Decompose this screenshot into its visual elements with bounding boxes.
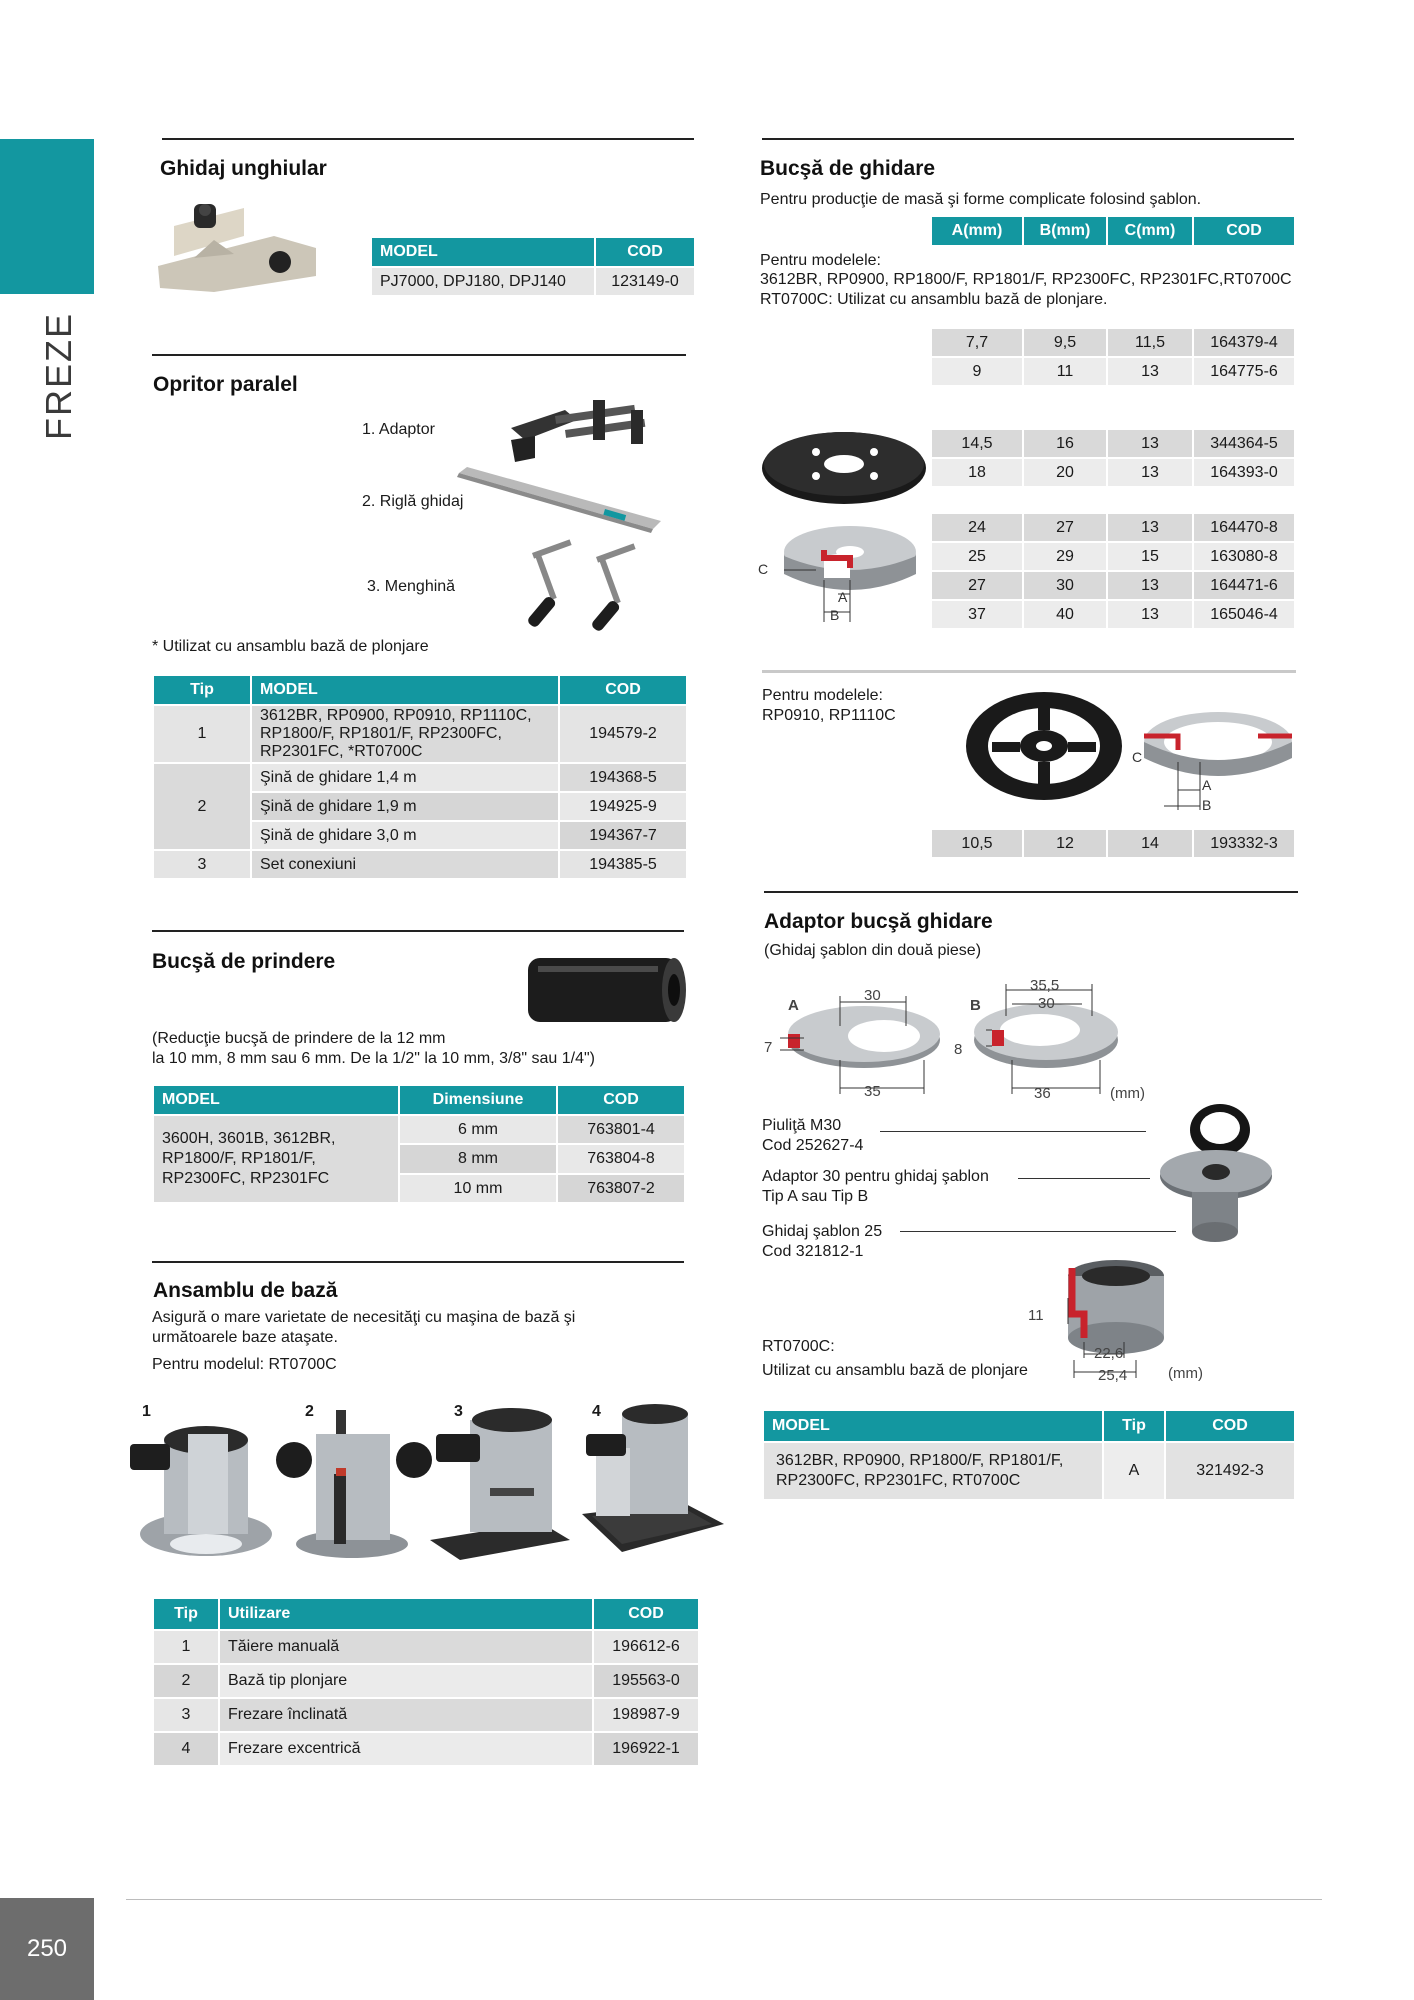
table-cell: Bază tip plonjare [220,1665,592,1697]
table-cell: 196922-1 [594,1733,698,1765]
table-cell: 14 [1108,830,1192,857]
unit-label: (mm) [1110,1085,1145,1102]
table-cell: Şină de ghidare 3,0 m [252,822,558,849]
image-number: 2 [305,1403,314,1420]
table-cell: 3 [154,1699,218,1731]
table-cell: 9 [932,358,1022,385]
part-code: Cod 321812-1 [762,1243,864,1260]
table-cell: 8 mm [400,1145,556,1173]
bucsa-prindere-desc: (Reducţie bucşă de prindere de la 12 mm [152,1030,446,1047]
section-label: FREZE [38,311,79,440]
dim-label-a: A [1202,777,1212,793]
collet-sleeve-image [518,952,692,1028]
col-header: Tip [1104,1411,1164,1441]
table-cell: 164379-4 [1194,329,1294,356]
ansamblu-title: Ansamblu de bază [153,1279,338,1302]
table-cell: 27 [932,572,1022,599]
table-cell: 13 [1108,514,1192,541]
table-cell: 6 mm [400,1116,556,1143]
table-cell: Frezare excentrică [220,1733,592,1765]
col-header: COD [1194,217,1294,245]
table-cell: 1 [154,706,250,762]
col-header: MODEL [154,1086,398,1114]
dim-label: 7 [764,1039,773,1056]
type-b-label: B [970,997,981,1014]
models-line: 3612BR, RP0900, RP1800/F, RP1801/F, RP2300FC, RP2301FC,RT0700C [760,271,1292,288]
guide-bush-diagram [754,522,920,632]
table-cell: 763804-8 [558,1145,684,1173]
table-cell: 13 [1108,358,1192,385]
col-header: MODEL [252,676,558,704]
table-cell: 40 [1024,601,1106,628]
clamp-image [518,543,658,633]
table-cell: 193332-3 [1194,830,1294,857]
table-cell: 10 mm [400,1175,556,1202]
image-number: 1 [142,1403,151,1420]
dim-label: 8 [954,1041,963,1058]
bucsa-prindere-title: Bucşă de prindere [152,950,336,973]
table-cell: 29 [1024,543,1106,570]
table-cell: 164471-6 [1194,572,1294,599]
ghidaj-table [370,236,696,297]
section-rule [762,670,1296,673]
type-a-label: A [788,997,799,1014]
opritor-table [152,674,688,880]
table-cell: 4 [154,1733,218,1765]
ansamblu-desc: Asigură o mare varietate de necesităţi cu maşina de bază şi următoarele baze ataşate. [152,1309,576,1346]
table-cell: 198987-9 [594,1699,698,1731]
table-cell: PJ7000, DPJ180, DPJ140 [372,268,594,295]
bucsa-ghidare-subtitle: Pentru producţie de masă şi forme complicate folosind şablon. [760,191,1202,208]
second-intro: Pentru modelele: [762,687,883,704]
col-header: Tip [154,676,250,704]
bucsa-group-1 [930,327,1296,387]
dim-label: 11 [1028,1307,1044,1324]
dim-label: 30 [1038,995,1055,1012]
col-header: COD [594,1599,698,1629]
base-plate-image [760,428,928,508]
table-cell: 196612-6 [594,1631,698,1663]
table-cell: Tăiere manuală [220,1631,592,1663]
table-cell: 20 [1024,459,1106,486]
table-cell: 194368-5 [560,764,686,791]
table-cell: 11,5 [1108,329,1192,356]
table-cell: 27 [1024,514,1106,541]
bucsa-group-2 [930,428,1296,488]
tilt-base-image [430,1404,572,1562]
col-header: A(mm) [932,217,1022,245]
bucsa-ghidare-header [930,215,1296,247]
table-cell: 13 [1108,459,1192,486]
table-cell: Şină de ghidare 1,4 m [252,764,558,791]
table-cell: Şină de ghidare 1,9 m [252,793,558,820]
table-cell: 123149-0 [596,268,694,295]
table-cell: 10,5 [932,830,1022,857]
ansamblu-table [152,1597,700,1767]
opritor-title: Opritor paralel [153,373,298,396]
col-header: MODEL [764,1411,1102,1441]
table-cell: 9,5 [1024,329,1106,356]
table-cell: 164393-0 [1194,459,1294,486]
dim-label-c: C [1132,749,1143,765]
table-cell: 194367-7 [560,822,686,849]
models-intro: Pentru modelele: [760,252,881,269]
col-header: COD [560,676,686,704]
opritor-label: 2. Riglă ghidaj [362,493,464,510]
table-cell: 15 [1108,543,1192,570]
table-cell: 195563-0 [594,1665,698,1697]
part-code: Cod 252627-4 [762,1137,864,1154]
table-cell: A [1104,1443,1164,1499]
adaptor-table [762,1409,1296,1501]
angle-guide-image [154,196,320,296]
trimming-base-image [128,1404,276,1562]
table-cell: 7,7 [932,329,1022,356]
table-cell: 13 [1108,572,1192,599]
dim-label-b: B [1202,797,1212,813]
col-header: Tip [154,1599,218,1629]
adaptor-dimension-diagram [760,976,1160,1106]
col-header: Utilizare [220,1599,592,1629]
models-note: RT0700C: Utilizat cu ansamblu bază de plonjare. [760,291,1108,308]
leader-line [880,1131,1146,1132]
section-rule [764,891,1298,893]
part-name: Adaptor 30 pentru ghidaj şablon [762,1168,989,1185]
table-cell: 13 [1108,601,1192,628]
table-cell: Set conexiuni [252,851,558,878]
table-cell: 30 [1024,572,1106,599]
col-header: MODEL [372,238,594,266]
table-cell: 321492-3 [1166,1443,1294,1499]
leader-line [1018,1178,1150,1179]
section-rule [162,138,694,140]
dim-label-b: B [830,607,840,623]
table-cell: 2 [154,1665,218,1697]
col-header: Dimensiune [400,1086,556,1114]
dim-label: 36 [1034,1085,1051,1102]
opritor-note: * Utilizat cu ansamblu bază de plonjare [152,638,429,655]
bucsa-prindere-table [152,1084,686,1204]
table-cell: 163080-8 [1194,543,1294,570]
opritor-label: 1. Adaptor [362,421,435,438]
table-cell: 164470-8 [1194,514,1294,541]
col-header: C(mm) [1108,217,1192,245]
footer-rule [126,1899,1322,1900]
part-name: Ghidaj şablon 25 [762,1223,883,1240]
col-header: COD [1166,1411,1294,1441]
section-rule [152,354,686,356]
section-rule [152,930,684,932]
dim-label: 35 [864,1083,881,1100]
section-rule [762,138,1294,140]
section-rule [152,1261,684,1263]
dim-label: 25,4 [1098,1367,1128,1384]
page-number: 250 [0,1898,94,2000]
col-header: B(mm) [1024,217,1106,245]
table-cell: 14,5 [932,430,1022,457]
adaptor-image [505,396,655,468]
image-number: 4 [592,1403,601,1420]
table-cell: 2 [154,764,250,849]
dim-label: 30 [864,987,881,1004]
table-cell: 165046-4 [1194,601,1294,628]
ghidaj-title: Ghidaj unghiular [160,157,327,180]
table-cell: 164775-6 [1194,358,1294,385]
second-models: RP0910, RP1110C [762,707,896,724]
table-cell: Frezare înclinată [220,1699,592,1731]
table-cell: 344364-5 [1194,430,1294,457]
table-cell: 12 [1024,830,1106,857]
table-cell: 24 [932,514,1022,541]
part-code: Tip A sau Tip B [762,1188,869,1205]
rt-note: RT0700C: [762,1338,835,1355]
template-guide-diagram [1024,1254,1203,1384]
plunge-base-image [276,1404,432,1562]
rt-note: Utilizat cu ansamblu bază de plonjare [762,1362,1028,1379]
table-cell: 194385-5 [560,851,686,878]
table-cell: 763801-4 [558,1116,684,1143]
image-number: 3 [454,1403,463,1420]
table-cell: 3 [154,851,250,878]
spoked-plate-image [964,690,1124,808]
table-cell: 16 [1024,430,1106,457]
leader-line [900,1231,1176,1232]
table-cell: 13 [1108,430,1192,457]
guide-rail-image [455,465,665,535]
table-cell: 3612BR, RP0900, RP1800/F, RP1801/F, RP2300FC, RP2301FC, RT0700C [764,1443,1102,1499]
adaptor-title: Adaptor bucşă ghidare [764,910,993,933]
table-cell: 3600H, 3601B, 3612BR, RP1800/F, RP1801/F, RP2300FC, RP2301FC [154,1116,398,1202]
table-cell: 1 [154,1631,218,1663]
offset-base-image [582,1404,726,1562]
part-name: Piuliţă M30 [762,1117,842,1134]
table-cell: 11 [1024,358,1106,385]
table-cell: 3612BR, RP0900, RP0910, RP1110C, RP1800/F, RP1801/F, RP2300FC, RP2301FC, *RT0700C [252,706,558,762]
table-cell: 194579-2 [560,706,686,762]
table-cell: 18 [932,459,1022,486]
adaptor-exploded-image [1158,1098,1282,1258]
dim-label: 22,6 [1094,1345,1124,1362]
bucsa-prindere-desc: la 10 mm, 8 mm sau 6 mm. De la 1/2" la 10 mm, 3/8" sau 1/4") [152,1050,595,1067]
spoked-bush-diagram [1130,706,1296,816]
col-header: COD [558,1086,684,1114]
bucsa-second-row [930,828,1296,859]
ansamblu-model: Pentru modelul: RT0700C [152,1356,337,1373]
table-cell: 37 [932,601,1022,628]
col-header: COD [596,238,694,266]
table-cell: 25 [932,543,1022,570]
dim-label-c: C [758,561,769,577]
table-cell: 763807-2 [558,1175,684,1202]
dim-label: 35,5 [1030,977,1060,994]
section-color-tab [0,139,94,294]
unit-label: (mm) [1168,1365,1203,1382]
table-cell: 194925-9 [560,793,686,820]
bucsa-group-3 [930,512,1296,630]
bucsa-ghidare-title: Bucşă de ghidare [760,157,936,180]
opritor-label: 3. Menghină [367,578,456,595]
adaptor-subtitle: (Ghidaj şablon din două piese) [764,942,982,959]
dim-label-a: A [838,589,848,605]
